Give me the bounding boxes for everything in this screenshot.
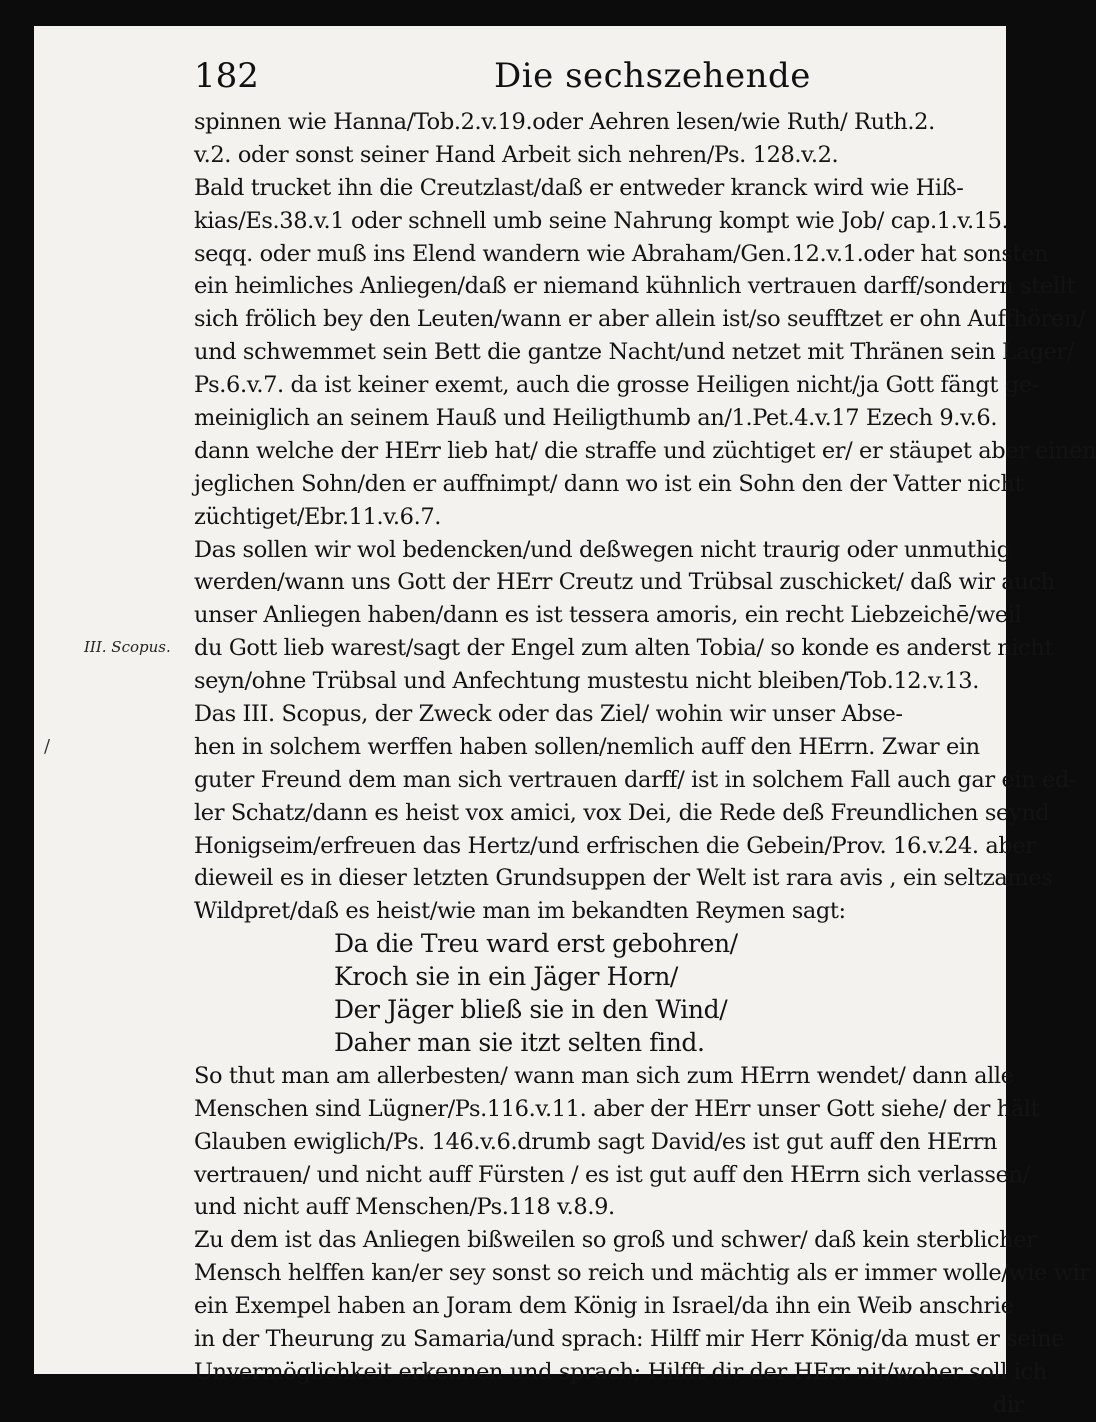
text-line: dann welche der HErr lieb hat/ die straffe und züchtiget er/ er stäupet aber einen	[194, 437, 1096, 464]
text-line: unser Anliegen haben/dann es ist tessera amoris, ein recht Liebzeichē/weil	[194, 602, 1022, 629]
verse-line: Kroch sie in ein Jäger Horn/	[334, 962, 678, 992]
verse-line: Da die Treu ward erst gebohren/	[334, 929, 738, 959]
text-line: züchtiget/Ebr.11.v.6.7.	[194, 503, 441, 530]
book-page	[34, 26, 1096, 1418]
running-title: Die sechszehende	[494, 56, 811, 96]
margin-mark: /	[44, 736, 51, 757]
text-line: So thut man am allerbesten/ wann man sich zum HErrn wendet/ dann alle	[194, 1062, 1014, 1089]
text-line: Mensch helffen kan/er sey sonst so reich und mächtig als er immer wolle/wie wir	[194, 1260, 1090, 1287]
text-line: v.2. oder sonst seiner Hand Arbeit sich nehren/Ps. 128.v.2.	[194, 141, 839, 168]
margin-note: III. Scopus.	[84, 638, 171, 656]
text-line: jeglichen Sohn/den er auffnimpt/ dann wo ist ein Sohn den der Vatter nicht	[194, 470, 1024, 497]
text-line: guter Freund dem man sich vertrauen darff/ ist in solchem Fall auch gar ein ed-	[194, 766, 1077, 793]
text-line: ein heimliches Anliegen/daß er niemand kühnlich vertrauen darff/sondern stellt	[194, 273, 1076, 300]
text-line: hen in solchem werffen haben sollen/nemlich auff den HErrn. Zwar ein	[194, 733, 980, 760]
page-number: 182	[194, 56, 259, 96]
text-line: Ps.6.v.7. da ist keiner exemt, auch die grosse Heiligen nicht/ja Gott fängt ge-	[194, 372, 1039, 399]
text-line: Glauben ewiglich/Ps. 146.v.6.drumb sagt David/es ist gut auff den HErrn	[194, 1128, 998, 1155]
text-line: Bald trucket ihn die Creutzlast/daß er entweder kranck wird wie Hiß-	[194, 174, 964, 201]
text-line: und nicht auff Menschen/Ps.118 v.8.9.	[194, 1194, 615, 1221]
text-line: kias/Es.38.v.1 oder schnell umb seine Nahrung kompt wie Job/ cap.1.v.15.	[194, 207, 1009, 234]
text-line: Das III. Scopus, der Zweck oder das Ziel/ wohin wir unser Abse-	[194, 701, 903, 728]
verse-line: Daher man sie itzt selten find.	[334, 1027, 705, 1057]
text-line: und schwemmet sein Bett die gantze Nacht/und netzet mit Thränen sein Lager/	[194, 339, 1074, 366]
text-line: dieweil es in dieser letzten Grundsuppen der Welt ist rara avis , ein seltzames	[194, 865, 1053, 892]
text-line: spinnen wie Hanna/Tob.2.v.19.oder Aehren lesen/wie Ruth/ Ruth.2.	[194, 109, 935, 135]
text-line: seyn/ohne Trübsal und Anfechtung mustestu nicht bleiben/Tob.12.v.13.	[194, 668, 979, 695]
text-line: vertrauen/ und nicht auff Fürsten / es ist gut auff den HErrn sich verlassen/	[194, 1161, 1030, 1188]
text-line: Menschen sind Lügner/Ps.116.v.11. aber der HErr unser Gott siehe/ der hält	[194, 1095, 1040, 1122]
text-line: Unvermöglichkeit erkennen und sprach; Hilfft dir der HErr nit/woher soll ich	[194, 1358, 1047, 1385]
text-line: du Gott lieb warest/sagt der Engel zum alten Tobia/ so konde es anderst nicht	[194, 635, 1054, 662]
catchword: dir	[992, 1391, 1024, 1418]
text-line: werden/wann uns Gott der HErr Creutz und Trübsal zuschicket/ daß wir auch	[194, 569, 1055, 596]
text-line: Zu dem ist das Anliegen bißweilen so groß und schwer/ daß kein sterblicher	[194, 1227, 1037, 1254]
text-line: Das sollen wir wol bedencken/und deßwegen nicht traurig oder unmuthig	[194, 536, 1011, 563]
text-line: Wildpret/daß es heist/wie man im bekandten Reymen sagt:	[194, 898, 846, 925]
text-line: ler Schatz/dann es heist vox amici, vox Dei, die Rede deß Freundlichen seynd	[194, 799, 1050, 826]
text-line: sich frölich bey den Leuten/wann er aber allein ist/so seufftzet er ohn Auffhören/	[194, 306, 1086, 333]
verse-line: Der Jäger bließ sie in den Wind/	[334, 995, 728, 1025]
text-line: seqq. oder muß ins Elend wandern wie Abraham/Gen.12.v.1.oder hat sonsten	[194, 240, 1049, 267]
body-text	[194, 106, 1096, 1422]
text-line: Honigseim/erfreuen das Hertz/und erfrischen die Gebein/Prov. 16.v.24. aber	[194, 832, 1036, 859]
text-line: meiniglich an seinem Hauß und Heiligthumb an/1.Pet.4.v.17 Ezech 9.v.6.	[194, 405, 998, 432]
text-line: in der Theurung zu Samaria/und sprach: Hilff mir Herr König/da must er seine	[194, 1325, 1065, 1352]
text-line: ein Exempel haben an Joram dem König in Israel/da ihn ein Weib anschrie	[194, 1293, 1014, 1320]
